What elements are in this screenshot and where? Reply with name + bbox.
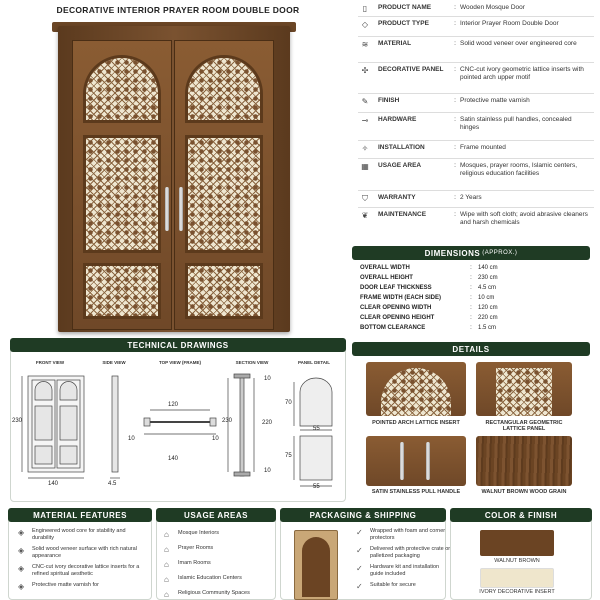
spec-row <box>358 66 596 82</box>
spec-divider <box>358 36 594 37</box>
layers-icon: ≋ <box>361 40 369 49</box>
spec-divider <box>358 140 594 141</box>
spec-value: Mosques, prayer rooms, Islamic centers, religious education facilities <box>460 162 578 177</box>
right-bottom-panel <box>185 263 263 319</box>
top-opening-dim: 120 <box>168 402 179 408</box>
color-header: COLOR & FINISH <box>450 508 592 522</box>
left-door-leaf <box>72 40 172 330</box>
shield-icon: ⛉ <box>362 194 368 203</box>
spec-divider <box>358 16 594 17</box>
spec-colon: : <box>454 40 456 47</box>
technical-header: TECHNICAL DRAWINGS <box>10 338 346 352</box>
spec-colon: : <box>454 4 456 11</box>
brush-icon: ✎ <box>361 97 369 106</box>
dimension-value: 220 cm <box>478 315 498 321</box>
spec-label: PRODUCT TYPE <box>378 20 429 27</box>
spec-label: INSTALLATION <box>378 144 425 151</box>
dimension-label: CLEAR OPENING WIDTH <box>360 305 432 311</box>
spec-divider <box>358 93 594 94</box>
spec-value: Satin stainless pull handles, concealed hinges <box>460 116 572 131</box>
list-item: Imam Rooms <box>178 560 211 566</box>
spec-label: FINISH <box>378 97 400 104</box>
panel-rect-height-dim: 75 <box>285 453 292 459</box>
list-item: CNC-cut ivory decorative lattice inserts for a refined spiritual aesthetic <box>32 564 140 577</box>
page-title: DECORATIVE INTERIOR PRAYER ROOM DOUBLE DOOR <box>56 5 300 15</box>
check-icon: ✓ <box>356 582 363 591</box>
panel-arch-width-dim: 55 <box>313 426 320 432</box>
leaf-icon: ❦ <box>361 211 369 220</box>
spec-label: MAINTENANCE <box>378 211 427 218</box>
detail-lattice-caption: RECTANGULAR GEOMETRIC LATTICE PANEL <box>485 420 563 432</box>
pattern-icon: ✣ <box>361 66 369 75</box>
walnut-swatch <box>480 530 554 556</box>
feature-icon: ◈ <box>18 528 25 537</box>
spec-value: Protective matte varnish <box>460 97 530 104</box>
building-icon: ⌂ <box>164 590 169 599</box>
building-icon: ▦ <box>361 162 369 171</box>
panel-detail-rect <box>300 436 332 480</box>
detail-handle-caption: SATIN STAINLESS PULL HANDLE <box>371 489 461 495</box>
dimension-label: OVERALL HEIGHT <box>360 275 413 281</box>
detail-handle-image <box>366 436 466 486</box>
spec-label: USAGE AREA <box>378 162 422 169</box>
dimension-label: CLEAR OPENING HEIGHT <box>360 315 435 321</box>
section-bottom-dim: 10 <box>264 468 271 474</box>
ivory-swatch <box>480 568 554 588</box>
top-overall-dim: 140 <box>168 456 179 462</box>
spec-colon: : <box>454 211 456 218</box>
feature-icon: ◈ <box>18 546 25 555</box>
dimension-value: 1.5 cm <box>478 325 497 331</box>
right-center-panel <box>185 135 263 253</box>
spec-label: PRODUCT NAME <box>378 4 432 11</box>
usage-header: USAGE AREAS <box>156 508 276 522</box>
section-view-outline <box>240 376 244 476</box>
spec-row <box>358 162 596 178</box>
check-icon: ✓ <box>356 528 363 537</box>
spec-divider <box>358 158 594 159</box>
top-frame-right-dim: 10 <box>212 436 219 442</box>
wrench-icon: ✧ <box>361 144 369 153</box>
detail-wood-image <box>476 436 572 486</box>
dimension-value: 140 cm <box>478 265 498 271</box>
right-arch-panel <box>185 55 263 123</box>
spec-row <box>358 40 596 49</box>
spec-divider <box>358 207 594 208</box>
list-item: Delivered with protective crate or palletized packaging <box>370 546 451 559</box>
detail-arch-caption: POINTED ARCH LATTICE INSERT <box>372 420 460 426</box>
dimension-row <box>360 295 590 301</box>
tag-icon: ◇ <box>361 20 369 29</box>
building-icon: ⌂ <box>164 545 169 554</box>
dimension-label: DOOR LEAF THICKNESS <box>360 285 432 291</box>
walnut-swatch-label: WALNUT BROWN <box>494 558 540 564</box>
dimension-row <box>360 305 590 311</box>
dimension-colon: : <box>470 325 472 331</box>
dimensions-header <box>352 246 590 260</box>
side-view-label: SIDE VIEW <box>102 360 126 365</box>
panel-rect-width-dim: 55 <box>313 484 320 490</box>
dimensions-title: DIMENSIONS <box>424 248 481 258</box>
left-arch-panel <box>83 55 161 123</box>
spec-row <box>358 194 596 204</box>
spec-label: HARDWARE <box>378 116 417 123</box>
dimension-label: FRAME WIDTH (EACH SIDE) <box>360 295 441 301</box>
front-width-dim: 140 <box>48 481 59 487</box>
spec-row <box>358 20 596 29</box>
dimension-row <box>360 275 590 281</box>
check-icon: ✓ <box>356 564 363 573</box>
dimension-colon: : <box>470 315 472 321</box>
list-item: Hardware kit and installation guide included <box>370 564 440 577</box>
spec-value: Interior Prayer Room Double Door <box>460 20 559 27</box>
spec-row <box>358 97 596 106</box>
spec-colon: : <box>454 194 456 201</box>
left-center-panel <box>83 135 161 253</box>
dimension-row <box>360 265 590 271</box>
dimension-row <box>360 315 590 321</box>
spec-label: MATERIAL <box>378 40 412 47</box>
material-header: MATERIAL FEATURES <box>8 508 152 522</box>
dimension-colon: : <box>470 275 472 281</box>
top-frame-left-dim: 10 <box>128 436 135 442</box>
panel-detail-arch <box>300 378 332 426</box>
spec-value: CNC-cut ivory geometric lattice inserts with pointed arch upper motif <box>460 66 584 81</box>
dimension-value: 10 cm <box>478 295 495 301</box>
spec-value: Frame mounted <box>460 144 506 151</box>
front-view-label: FRONT VIEW <box>35 360 65 365</box>
dimension-label: BOTTOM CLEARANCE <box>360 325 426 331</box>
spec-label: DECORATIVE PANEL <box>378 66 444 73</box>
dimension-colon: : <box>470 265 472 271</box>
spec-label: WARRANTY <box>378 194 416 201</box>
panel-arch-height-dim: 70 <box>285 400 292 406</box>
dimension-colon: : <box>470 305 472 311</box>
ivory-swatch-label: IVORY DECORATIVE INSERT <box>479 589 555 595</box>
spec-row <box>358 116 596 132</box>
spec-divider <box>358 62 594 63</box>
spec-value: Wooden Mosque Door <box>460 4 525 11</box>
spec-colon: : <box>454 116 456 123</box>
section-view-label: SECTION VIEW <box>235 360 269 365</box>
list-item: Protective matte varnish for <box>32 582 99 588</box>
right-pull-handle <box>179 187 183 231</box>
right-door-leaf <box>174 40 274 330</box>
list-item: Religious Community Spaces <box>178 590 250 596</box>
packaging-crate-image <box>294 530 338 600</box>
feature-icon: ◈ <box>18 564 25 573</box>
section-height-dim: 230 <box>222 418 233 424</box>
list-item: Solid wood veneer surface with rich natural appearance <box>32 546 137 559</box>
spec-divider <box>358 190 594 191</box>
details-header: DETAILS <box>352 342 590 356</box>
spec-value: Solid wood veneer over engineered core <box>460 40 577 47</box>
spec-colon: : <box>454 144 456 151</box>
check-icon: ✓ <box>356 546 363 555</box>
list-item: Prayer Rooms <box>178 545 214 551</box>
dimension-row <box>360 325 590 331</box>
detail-lattice-image <box>476 362 572 416</box>
door-illustration <box>58 26 290 332</box>
front-height-dim: 230 <box>12 418 23 424</box>
spec-value: 2 Years <box>460 194 482 201</box>
handle-icon: ⊸ <box>361 116 369 125</box>
dimensions-note: (APPROX.) <box>482 250 518 256</box>
spec-divider <box>358 112 594 113</box>
list-item: Islamic Education Centers <box>178 575 242 581</box>
spec-colon: : <box>454 66 456 73</box>
dimension-colon: : <box>470 295 472 301</box>
left-pull-handle <box>165 187 169 231</box>
building-icon: ⌂ <box>164 560 169 569</box>
list-item: Mosque Interiors <box>178 530 219 536</box>
building-icon: ⌂ <box>164 530 169 539</box>
top-view-label: TOP VIEW (FRAME) <box>158 360 202 365</box>
spec-colon: : <box>454 20 456 27</box>
list-item: Wrapped with foam and corner protectors <box>370 528 446 541</box>
left-bottom-panel <box>83 263 161 319</box>
panel-detail-label: PANEL DETAIL <box>297 360 330 365</box>
list-item: Suitable for secure <box>370 582 416 588</box>
section-mid-dim: 220 <box>262 420 273 426</box>
dimension-label: OVERALL WIDTH <box>360 265 410 271</box>
technical-drawings-svg <box>10 366 346 500</box>
spec-row <box>358 4 596 13</box>
detail-arch-image <box>366 362 466 416</box>
door-icon: ▯ <box>362 4 368 13</box>
dimension-colon: : <box>470 285 472 291</box>
dimension-value: 120 cm <box>478 305 498 311</box>
side-view-outline <box>112 376 118 472</box>
spec-value: Wipe with soft cloth; avoid abrasive cleaners and harsh chemicals <box>460 211 588 226</box>
spec-colon: : <box>454 97 456 104</box>
spec-row <box>358 211 596 227</box>
feature-icon: ◈ <box>18 582 25 591</box>
section-top-dim: 10 <box>264 376 271 382</box>
packaging-header: PACKAGING & SHIPPING <box>280 508 446 522</box>
dimension-value: 230 cm <box>478 275 498 281</box>
spec-colon: : <box>454 162 456 169</box>
building-icon: ⌂ <box>164 575 169 584</box>
dimension-value: 4.5 cm <box>478 285 497 291</box>
spec-row <box>358 144 596 153</box>
dimension-row <box>360 285 590 291</box>
detail-wood-caption: WALNUT BROWN WOOD GRAIN <box>481 489 567 495</box>
list-item: Engineered wood core for stability and durability <box>32 528 126 541</box>
side-thickness-dim: 4.5 <box>108 481 117 487</box>
